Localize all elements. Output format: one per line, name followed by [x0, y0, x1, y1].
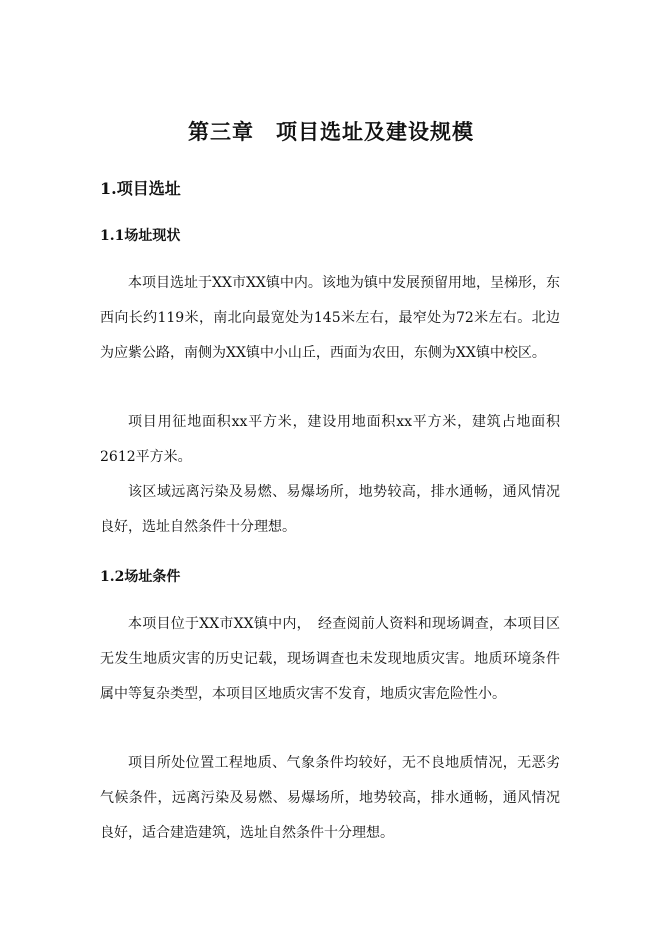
paragraph-geology: 本项目位于XX市XX镇中内， 经查阅前人资料和现场调查，本项目区无发生地质灾害的历史记载，现场调查也未发现地质灾害。地质环境条件属中等复杂类型，本项目区地质灾害不发育，地质灾害危险性小。 [100, 616, 560, 702]
chapter-title: 第三章 项目选址及建设规模 [188, 119, 474, 144]
subsection-heading-site-conditions: 1.2场址条件 [100, 569, 181, 585]
paragraph-site-environment: 该区域远离污染及易燃、易爆场所，地势较高，排水通畅，通风情况良好，选址自然条件十分理想。 [100, 484, 560, 535]
paragraph-conditions-summary: 项目所处位置工程地质、气象条件均较好，无不良地质情况，无恶劣气候条件，远离污染及易燃、易爆场所，地势较高，排水通畅，通风情况良好，适合建造建筑，选址自然条件十分理想。 [100, 755, 560, 841]
paragraph-site-area: 项目用征地面积xx平方米，建设用地面积xx平方米，建筑占地面积2612平方米。 [100, 414, 560, 465]
subsection-heading-site-status: 1.1场址现状 [100, 228, 181, 244]
paragraph-site-location: 本项目选址于XX市XX镇中内。该地为镇中发展预留用地，呈梯形，东西向长约119米，南北向最宽处为145米左右，最窄处为72米左右。北边为应紫公路，南侧为XX镇中小山丘，西面为农田，东侧为XX镇中校区。 [100, 275, 560, 361]
section-heading: 1.项目选址 [100, 179, 181, 198]
